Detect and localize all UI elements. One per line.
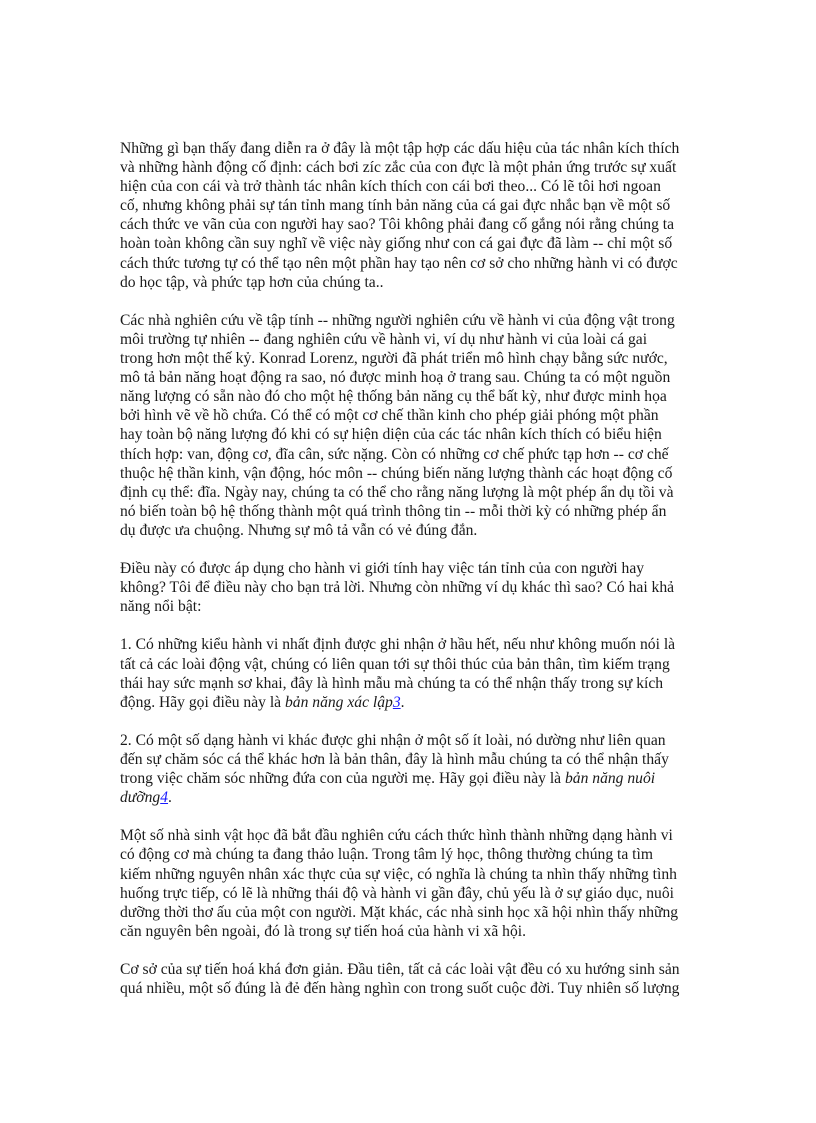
text-line: cách thức tương tự có thể tạo nên một phần hay tạo nên cơ sở cho những hành vi có được bbox=[120, 254, 678, 272]
text-line: Các nhà nghiên cứu về tập tính -- những người nghiên cứu về hành vi của động vật trong bbox=[120, 311, 675, 329]
text-line: dưỡng thời thơ ấu của một con người. Mặt khác, các nhà sinh học xã hội nhìn thấy những bbox=[120, 903, 679, 921]
text-segment: . bbox=[168, 789, 172, 807]
text-line: và những hành động cố định: cách bơi zíc zắc của con đực là một phản ứng trước sự xuất bbox=[120, 159, 677, 177]
paragraph-item-1 bbox=[120, 635, 706, 711]
text-line bbox=[120, 788, 706, 807]
italic-term: bản năng xác lập bbox=[285, 693, 393, 711]
text-line: 2. Có một số dạng hành vi khác được ghi nhận ở một số ít loài, nó dường như liên quan bbox=[120, 731, 666, 749]
text-line: Những gì bạn thấy đang diễn ra ở đây là một tập hợp các dấu hiệu của tác nhân kích thích bbox=[120, 140, 680, 157]
text-line: hiện của con cái và trở thành tác nhân kích thích con cái bơi theo... Có lẽ tôi hơi ngoan bbox=[120, 178, 661, 196]
text-line: thích hợp: van, động cơ, đĩa cân, sức nặng. Còn có những cơ chế phức tạp hơn -- cơ chế bbox=[120, 445, 669, 463]
text-line: không? Tôi để điều này cho bạn trả lời. Nhưng còn những ví dụ khác thì sao? Có hai khả bbox=[120, 579, 675, 597]
italic-term: dưỡng bbox=[120, 789, 161, 807]
text-line: môi trường tự nhiên -- đang nghiên cứu về hành vi, ví dụ như hành vi của loài cá gai bbox=[120, 330, 648, 348]
paragraph-question bbox=[120, 559, 706, 616]
text-line: Một số nhà sinh vật học đã bắt đầu nghiên cứu cách thức hình thành những dạng hành vi bbox=[120, 827, 673, 845]
text-segment: động. Hãy gọi điều này là bbox=[120, 693, 285, 711]
paragraph-evolution bbox=[120, 960, 706, 998]
text-line: thái hay sức mạnh sơ khai, đây là hình mẫu mà chúng ta có thể nhận thấy trong sự kích bbox=[120, 674, 664, 692]
text-line: định cụ thể: đĩa. Ngày nay, chúng ta có thể cho rằng năng lượng là một phép ẩn dụ tồi và bbox=[120, 483, 674, 501]
text-line: năng lượng có sẵn nào đó cho một hệ thống bản năng cụ thể bất kỳ, như được minh họa bbox=[120, 388, 667, 406]
text-line: kiếm những nguyên nhân xác thực của sự việc, có nghĩa là chúng ta nhìn thấy những tình bbox=[120, 865, 677, 883]
paragraph-item-2 bbox=[120, 731, 706, 807]
text-line: dụ được ưa chuộng. Nhưng sự mô tả vẫn có vẻ đúng đắn. bbox=[120, 521, 478, 539]
document-page bbox=[120, 139, 706, 1017]
text-line: trong hơn một thế kỷ. Konrad Lorenz, người đã phát triển mô hình chạy bằng sức nước, bbox=[120, 350, 668, 368]
text-line: căn nguyên bên ngoài, đó là trong sự tiến hoá của hành vi xã hội. bbox=[120, 922, 526, 940]
text-line: năng nổi bật: bbox=[120, 598, 202, 616]
text-line: huống trực tiếp, có lẽ là những thái độ và hành vi gần đây, chủ yếu là ở sự giáo dục, nuôi bbox=[120, 884, 674, 902]
paragraph-ethology bbox=[120, 311, 706, 540]
text-line: Điều này có được áp dụng cho hành vi giới tính hay việc tán tỉnh của con người hay bbox=[120, 560, 645, 578]
text-line: thuộc hệ thần kinh, vận động, hóc môn -- chúng biến năng lượng thành các hoạt động cố bbox=[120, 464, 673, 482]
text-line bbox=[120, 769, 706, 788]
text-line: có động cơ mà chúng ta đang thảo luận. Trong tâm lý học, thông thường chúng ta tìm bbox=[120, 846, 653, 864]
paragraph-biologists bbox=[120, 826, 706, 941]
text-segment: trong việc chăm sóc những đứa con của người mẹ. Hãy gọi điều này là bbox=[120, 770, 565, 788]
text-line: cách thức ve vãn của con người hay sao? Tôi không phải đang cố gắng nói rằng chúng ta bbox=[120, 216, 675, 234]
paragraph-intro bbox=[120, 139, 706, 292]
text-segment: . bbox=[400, 693, 405, 711]
text-line: cố, nhưng không phải sự tán tỉnh mang tính bản năng của cá gai đực nhắc bạn về một số bbox=[120, 197, 671, 215]
text-line: tất cả các loài động vật, chúng có liên quan tới sự thôi thúc của bản thân, tìm kiếm trạng bbox=[120, 655, 670, 673]
text-line: bởi hình vẽ về hồ chứa. Có thể có một cơ chế thần kinh cho phép giải phóng một phần bbox=[120, 407, 659, 425]
text-line: nó biến toàn bộ hệ thống thành một quá trình thông tin -- mỗi thời kỳ có những phép ẩn bbox=[120, 502, 667, 520]
italic-term: bản năng nuôi bbox=[564, 770, 656, 788]
text-line: 1. Có những kiểu hành vi nhất định được ghi nhận ở hầu hết, nếu như không muốn nói là bbox=[120, 636, 676, 654]
text-line: quá nhiều, một số đúng là đẻ đến hàng nghìn con trong suốt cuộc đời. Tuy nhiên số lượng bbox=[120, 980, 680, 998]
text-line: Cơ sở của sự tiến hoá khá đơn giản. Đầu tiên, tất cả các loài vật đều có xu hướng sinh sản bbox=[120, 961, 680, 979]
text-line: do học tập, và phức tạp hơn của chúng ta.. bbox=[120, 273, 384, 291]
text-line: hay toàn bộ năng lượng đó khi có sự hiện diện của các tác nhân kích thích có biểu hiện bbox=[120, 426, 662, 444]
text-line bbox=[120, 693, 706, 712]
footnote-link-4[interactable]: 4 bbox=[160, 789, 169, 807]
text-line: hoàn toàn không cần suy nghĩ về việc này giống như con cá gai đực đã làm -- chỉ một số bbox=[120, 235, 673, 253]
text-line: đến sự chăm sóc cá thể khác hơn là bản thân, đây là hình mẫu chúng ta có thể nhận thấy bbox=[120, 751, 669, 768]
footnote-link-3[interactable]: 3 bbox=[392, 693, 401, 711]
text-line: mô tả bản năng hoạt động ra sao, nó được minh hoạ ở trang sau. Chúng ta có một nguồn bbox=[120, 369, 671, 387]
